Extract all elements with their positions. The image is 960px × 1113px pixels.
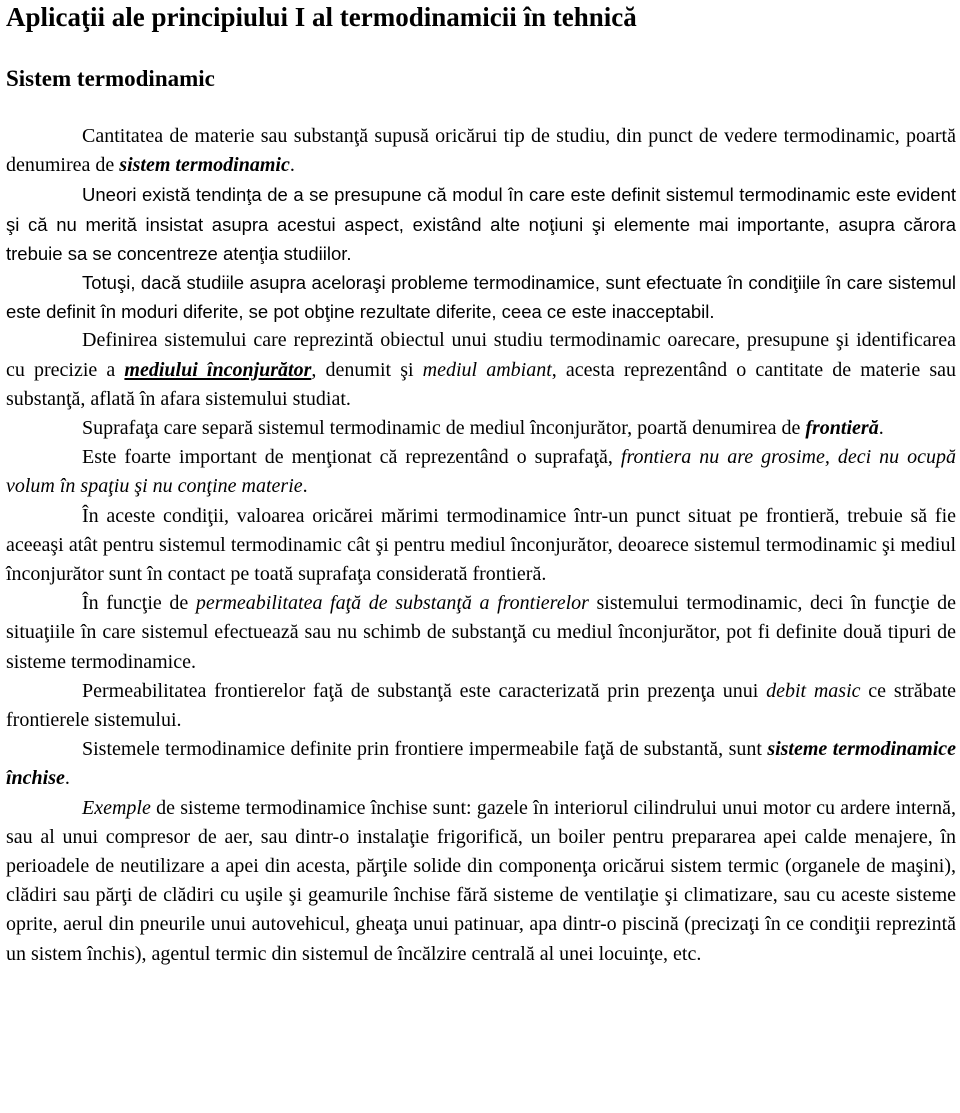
text-run: Suprafaţa care separă sistemul termodinamic de mediul înconjurător, poartă denumirea de (82, 417, 806, 440)
paragraph-boundary-note (6, 443, 956, 501)
paragraph-mass-flow (6, 677, 956, 735)
term-exemple: Exemple (82, 796, 151, 819)
paragraph-closed-systems (6, 735, 956, 793)
document-body (6, 122, 956, 969)
term-mediul-ambiant: mediul ambiant (422, 358, 552, 381)
text-run: , denumit şi (311, 358, 423, 381)
text-run: de sisteme termodinamice închise sunt: gazele în interiorul cilindrului unui motor cu ardere internă, sau al unui compresor de aer, sau dintr-o instalaţie frigorifică, un boiler pentru prepararea apei calde menajere, în perioadele de neutilizare a apei din acesta, părţile solide din componenţa oricărui sistem termic (organele de maşini), clădiri sau părţi de clădiri cu uşile şi geamurile închise fără sisteme de ventilaţie şi climatizare, sau cu aceste sisteme oprite, aerul din pneurile unui autovehicul, gheaţa unui patinuar, apa dintr-o piscină (precizaţi în ce condiţii reprezintă un sistem închis), agentul termic din sistemul de încălzire centrală al unei locuinţe, etc. (6, 796, 956, 965)
text-run: . (878, 417, 884, 440)
text-run: . (289, 154, 295, 177)
paragraph-permeability (6, 589, 956, 677)
term-debit-masic: debit masic (766, 679, 861, 702)
text-run: În funcţie de (82, 592, 196, 615)
text-run: Permeabilitatea frontierelor faţă de substanţă este caracterizată prin prezenţa unui (82, 679, 767, 702)
page-title: Aplicaţii ale principiului I al termodinamicii în tehnică (6, 2, 637, 32)
text-run: , acesta reprezentând o cantitate de materie sau substanţă, aflată în afara sistemului studiat. (6, 358, 956, 410)
section-heading: Sistem termodinamic (6, 66, 215, 91)
term-frontiera: frontieră (805, 417, 879, 440)
term-sistem-termodinamic: sistem termodinamic (119, 154, 290, 177)
term-frontiera-fara-grosime: frontiera nu are grosime, deci nu ocupă volum în spaţiu şi nu conţine materie (6, 446, 956, 498)
term-mediul-inconjurator: mediului înconjurător (124, 358, 312, 381)
paragraph-environment (6, 326, 956, 414)
text-run: Definirea sistemului care reprezintă obiectul unui studiu termodinamic oarecare, presupune şi identificarea cu precizie a (6, 329, 956, 381)
term-sisteme-inchise: sisteme termodinamice închise (6, 738, 957, 790)
paragraph-totusi: Totuşi, dacă studiile asupra aceloraşi probleme termodinamice, sunt efectuate în condiţiile în care sistemul este definit în moduri diferite, se pot obţine rezultate diferite, ceea ce este inacceptabil. (6, 272, 956, 323)
term-permeabilitatea: permeabilitatea faţă de substanţă a frontierelor (195, 592, 589, 615)
paragraph-boundary (6, 414, 956, 443)
text-run: . (64, 767, 70, 790)
text-run: Cantitatea de materie sau substanţă supusă oricărui tip de studiu, din punct de vedere termodinamic, poartă denumirea de (6, 125, 956, 177)
text-run: ce străbate frontierele sistemului. (6, 679, 957, 732)
paragraph-examples (6, 794, 956, 969)
text-run: Este foarte important de menţionat că reprezentând o suprafaţă, (82, 446, 621, 469)
paragraph-definition (6, 122, 956, 180)
text-run: . (302, 475, 308, 498)
text-run: sistemului termodinamic, deci în funcţie de situaţiile în care sistemul efectuează sau nu schimb de substanţă cu mediul înconjurător, pot fi definite două tipuri de sisteme termodinamice. (6, 592, 957, 673)
paragraph-conditions: În aceste condiţii, valoarea oricărei mărimi termodinamice într-un punct situat pe frontieră, trebuie să fie aceeaşi atât pentru sistemul termodinamic cât şi pentru mediul înconjurător, deoarece sistemul termodinamic şi mediul înconjurător sunt în contact pe toată suprafaţa considerată frontieră. (6, 504, 956, 586)
text-run: Sistemele termodinamice definite prin frontiere impermeabile faţă de substantă, sunt (82, 738, 768, 761)
paragraph-tendency: Uneori există tendinţa de a se presupune că modul în care este definit sistemul termodinamic este evident şi că nu merită insistat asupra acestui aspect, existând alte noţiuni şi elemente mai importante, asupra cărora trebuie sa se concentreze atenţia studiilor. (6, 184, 956, 264)
